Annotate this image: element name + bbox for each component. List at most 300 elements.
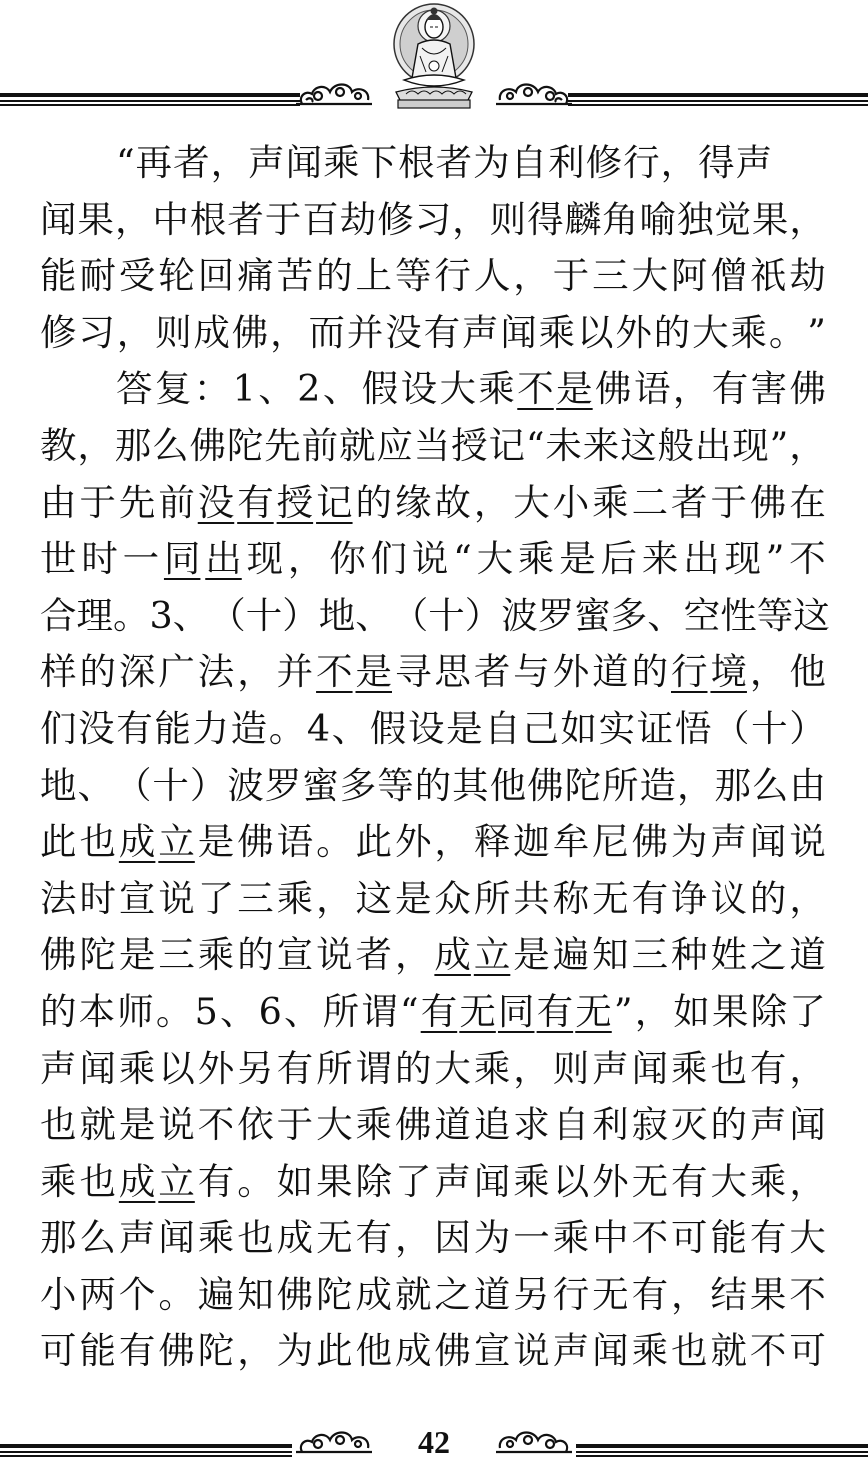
text-char: 之 [434, 1272, 471, 1316]
text-char: 造 [230, 706, 268, 750]
text-char: 乘 [671, 1046, 708, 1090]
text-char: 声 [118, 1216, 156, 1260]
text-char: 小 [40, 1272, 77, 1316]
text-char: 有 [749, 1046, 787, 1090]
text-char: 佛 [158, 1329, 195, 1373]
text-char: 闻 [749, 820, 787, 864]
text-char: 乘 [730, 310, 767, 354]
text-char: 三 [237, 876, 274, 920]
text-char: 就 [79, 1103, 116, 1147]
text-char: 。 [158, 1272, 195, 1316]
text-char: 利 [592, 1103, 629, 1147]
text-char: 实 [598, 706, 636, 750]
page-footer [0, 1418, 868, 1468]
text-char: 佛 [595, 367, 632, 411]
text-char: 寻 [394, 650, 432, 694]
text-char: 大 [513, 480, 550, 524]
text-char: ， [452, 197, 489, 241]
text-char: ” [765, 537, 785, 581]
text-char: 4 [306, 706, 331, 750]
text-char: 有 [237, 480, 274, 524]
text-char: 3 [149, 593, 173, 637]
text-char: 修 [40, 310, 77, 354]
text-char: 、 [647, 593, 684, 637]
text-char: 说 [158, 1103, 195, 1147]
text-char: 谓 [361, 989, 398, 1033]
text-char: 两 [79, 1272, 116, 1316]
text-line [40, 248, 826, 305]
text-char: ） [789, 706, 826, 750]
text-char: 的 [237, 933, 274, 977]
text-char: 外 [615, 310, 652, 354]
text-char: 6 [258, 989, 282, 1033]
text-char: 于 [79, 480, 116, 524]
text-char: 么 [751, 763, 789, 807]
text-char: 轮 [158, 254, 195, 298]
text-char: ， [513, 254, 550, 298]
text-char: 此 [40, 820, 77, 864]
text-char: 没 [385, 310, 422, 354]
footer-rule-left [0, 1444, 292, 1458]
text-char: 般 [657, 423, 695, 467]
text-char: 不 [517, 367, 554, 411]
text-char: 的 [316, 254, 353, 298]
text-char: 成 [118, 1159, 156, 1203]
text-char: 答 [116, 367, 153, 411]
text-char: 、 [172, 593, 210, 637]
text-char: 十 [152, 763, 189, 807]
text-char: 果 [749, 1272, 787, 1316]
text-char: 前 [158, 480, 195, 524]
text-char: 乘 [276, 876, 314, 920]
text-char: 大 [631, 254, 669, 298]
text-char: 是 [355, 650, 392, 694]
text-char: 闻 [789, 1103, 826, 1147]
text-char: 苦 [276, 254, 314, 298]
text-char: 知 [592, 933, 629, 977]
text-char: 成 [394, 1329, 432, 1373]
text-char: 声 [552, 1329, 590, 1373]
text-char: 、 [219, 989, 257, 1033]
text-char: ， [394, 933, 432, 977]
text-char: 可 [671, 1216, 708, 1260]
text-char: 道 [434, 1103, 471, 1147]
text-char: 之 [749, 933, 787, 977]
text-char: 修 [377, 197, 414, 241]
text-char: 假 [361, 367, 399, 411]
text-char: 则 [552, 1046, 590, 1090]
text-char: 声 [710, 820, 747, 864]
text-char: 说 [158, 876, 195, 920]
cloud-scroll-icon [492, 74, 576, 108]
text-char: 出 [205, 537, 242, 581]
text-char: 三 [631, 933, 669, 977]
text-char: 果 [751, 197, 789, 241]
text-char: 大 [434, 1046, 471, 1090]
text-char: 乘 [513, 1159, 550, 1203]
text-char: 佛 [189, 423, 226, 467]
text-char: 佛 [631, 820, 669, 864]
text-char: （ [712, 706, 750, 750]
text-char: 以 [158, 1046, 195, 1090]
text-char: 无 [592, 876, 629, 920]
text-char: “ [525, 423, 545, 467]
text-char: 世 [40, 537, 77, 581]
text-char: 前 [301, 423, 339, 467]
text-char: 乘 [749, 1159, 787, 1203]
text-char: 的 [749, 876, 787, 920]
text-char: 合 [40, 593, 77, 637]
text-char: 成 [355, 1272, 392, 1316]
text-char: 遍 [197, 1272, 235, 1316]
text-char: 波 [501, 593, 538, 637]
text-line [40, 361, 826, 418]
text-char: 二 [631, 480, 669, 524]
text-char: 证 [636, 706, 674, 750]
text-char: 未 [545, 423, 582, 467]
text-char: 成 [276, 1216, 314, 1260]
text-char: 因 [434, 1216, 471, 1260]
text-char: ” [613, 989, 633, 1033]
text-char: 也 [710, 1046, 747, 1090]
text-char: 闻 [592, 1329, 629, 1373]
text-char: 众 [434, 876, 471, 920]
text-char: 十 [245, 593, 283, 637]
text-char: 不 [631, 1216, 669, 1260]
text-line [40, 192, 826, 249]
text-char: 求 [513, 1103, 550, 1147]
text-char: 就 [394, 1272, 432, 1316]
text-char: 不 [789, 1272, 826, 1316]
text-char: 也 [671, 1329, 708, 1373]
text-char: 根 [189, 197, 227, 241]
text-char: 并 [276, 650, 314, 694]
text-char: 有 [420, 989, 458, 1033]
text-char: 阿 [671, 254, 708, 298]
text-char: ） [282, 593, 319, 637]
text-char: 是 [556, 367, 593, 411]
text-char: 行 [434, 254, 471, 298]
text-char: 力 [192, 706, 229, 750]
text-char: 境 [710, 650, 747, 694]
text-char: 佛 [40, 933, 77, 977]
text-char: 不 [197, 1103, 235, 1147]
text-char: 也 [40, 1103, 77, 1147]
text-char: 而 [308, 310, 346, 354]
text-char: 宣 [276, 933, 314, 977]
text-char: 大 [439, 367, 476, 411]
text-char: 并 [346, 310, 384, 354]
text-char: 此 [316, 1329, 353, 1373]
text-char: 祇 [749, 254, 787, 298]
text-char: 的 [631, 650, 669, 694]
text-char: 结 [710, 1272, 747, 1316]
text-char: ） [189, 763, 227, 807]
text-char: 成 [118, 820, 156, 864]
text-char: 等 [377, 763, 414, 807]
text-char: 为 [276, 1329, 314, 1373]
text-line [40, 305, 826, 362]
text-char: 故 [434, 480, 471, 524]
text-char: 设 [400, 367, 438, 411]
text-char: 你 [329, 537, 366, 581]
text-char: ， [672, 367, 710, 411]
text-char: 遍 [552, 933, 590, 977]
text-char: 同 [163, 537, 201, 581]
text-char: 道 [789, 933, 826, 977]
text-line [40, 984, 826, 1041]
text-char: 则 [489, 197, 527, 241]
text-line: “再者，声闻乘下根者为自利修行，得声 [116, 141, 774, 184]
text-char: 由 [789, 763, 826, 807]
text-char: 可 [40, 1329, 77, 1373]
text-char: 佛 [276, 1272, 314, 1316]
text-char: 此 [355, 820, 392, 864]
text-line [40, 1154, 826, 1211]
text-char: 谓 [355, 1046, 392, 1090]
text-char: 有 [355, 1216, 392, 1260]
text-char: ” [769, 423, 789, 467]
text-char: 记 [316, 480, 353, 524]
text-char: ： [193, 367, 231, 411]
text-char: 中 [592, 1216, 629, 1260]
text-char: 追 [473, 1103, 511, 1147]
text-char: ， [749, 650, 787, 694]
text-char: 么 [79, 1216, 116, 1260]
text-char: 称 [552, 876, 590, 920]
text-char: 现 [732, 423, 769, 467]
text-char: 佛 [527, 763, 564, 807]
text-char: 们 [370, 537, 407, 581]
text-char: 么 [152, 423, 189, 467]
text-char: 时 [81, 537, 118, 581]
text-char: 、 [77, 763, 114, 807]
text-char: 多 [610, 593, 648, 637]
text-char: 己 [522, 706, 559, 750]
text-char: 有 [276, 1046, 314, 1090]
text-char: 、 [322, 367, 360, 411]
text-char: 于 [710, 480, 747, 524]
text-char: 所 [473, 876, 511, 920]
text-char: 闻 [79, 1046, 116, 1090]
text-char: 思 [434, 650, 471, 694]
text-line [40, 871, 826, 928]
text-char: 诤 [671, 876, 708, 920]
text-char: “ [453, 537, 472, 581]
text-line [40, 814, 826, 871]
text-line [40, 1097, 826, 1154]
text-char: 如 [673, 989, 710, 1033]
text-char: 等 [756, 593, 794, 637]
text-char: 乘 [355, 1103, 392, 1147]
text-char: 个 [118, 1272, 156, 1316]
text-char: ， [434, 820, 471, 864]
text-char: 说 [411, 537, 449, 581]
text-char: 能 [154, 706, 191, 750]
text-char: 乘 [517, 537, 555, 581]
text-char: ， [789, 1159, 826, 1203]
text-char: 除 [355, 1159, 392, 1203]
text-char: 如 [560, 706, 597, 750]
text-char: 自 [552, 1103, 590, 1147]
text-char: 先 [118, 480, 156, 524]
text-char: 有 [631, 1272, 669, 1316]
text-char: 寂 [631, 1103, 669, 1147]
text-char: 有 [423, 310, 461, 354]
text-char: 成 [434, 933, 471, 977]
text-char: 外 [592, 1159, 629, 1203]
text-char: 三 [592, 254, 629, 298]
text-char: 。 [316, 820, 353, 864]
text-char: 无 [316, 1216, 353, 1260]
text-char: 乘 [197, 933, 235, 977]
text-char: 佛 [789, 367, 826, 411]
text-char: （ [391, 593, 429, 637]
text-char: 是 [446, 706, 483, 750]
text-char: 一 [513, 1216, 550, 1260]
text-char: 闻 [631, 1046, 669, 1090]
text-line [40, 1041, 826, 1098]
header-rule-right [568, 93, 868, 107]
text-char: 也 [237, 1216, 274, 1260]
text-char: 的 [653, 310, 691, 354]
text-char: 那 [114, 423, 152, 467]
text-char: 十 [751, 706, 788, 750]
text-char: 、 [331, 706, 369, 750]
text-char: 了 [789, 989, 826, 1033]
text-char: 乘 [538, 310, 576, 354]
text-char: 大 [710, 1159, 747, 1203]
text-char: 百 [302, 197, 339, 241]
text-char: 语 [633, 367, 671, 411]
text-char: 蜜 [302, 763, 339, 807]
text-char: 大 [692, 310, 729, 354]
text-char: 。 [268, 706, 306, 750]
text-char: 无 [592, 1272, 629, 1316]
text-char: 陀 [564, 763, 602, 807]
text-char: 大 [789, 1216, 826, 1260]
text-char: 。 [768, 310, 806, 354]
text-char: 陀 [316, 1272, 353, 1316]
body-text [40, 135, 830, 1380]
text-char: 无 [459, 989, 496, 1033]
text-char: 回 [197, 254, 235, 298]
text-char: 共 [513, 876, 550, 920]
text-char: 独 [676, 197, 714, 241]
text-char: 行 [671, 650, 708, 694]
text-char: 语 [276, 820, 314, 864]
text-char: 大 [316, 1103, 353, 1147]
text-char: 波 [227, 763, 264, 807]
text-char: 为 [473, 1216, 511, 1260]
text-char: 就 [710, 1329, 747, 1373]
text-line [40, 1323, 826, 1380]
text-char: 自 [484, 706, 521, 750]
text-char: 那 [714, 763, 751, 807]
text-char: 深 [118, 650, 156, 694]
text-char: 尼 [592, 820, 629, 864]
text-char: 缘 [394, 480, 432, 524]
text-char: 有 [118, 1329, 156, 1373]
text-char: 劫 [789, 254, 826, 298]
text-char: 陀 [197, 1329, 235, 1373]
text-char: 广 [158, 650, 195, 694]
text-char: 闻 [473, 1159, 511, 1203]
text-char: 声 [434, 1159, 471, 1203]
text-char: 十 [428, 593, 465, 637]
text-char: 授 [276, 480, 314, 524]
text-char: 另 [513, 1272, 550, 1316]
text-line [40, 1210, 826, 1267]
text-char: 外 [552, 650, 590, 694]
text-char: 的 [79, 650, 116, 694]
text-char: 。 [113, 593, 150, 637]
text-char: 是 [197, 820, 235, 864]
text-char: 者 [355, 933, 392, 977]
text-char: 师 [117, 989, 154, 1033]
text-char: 能 [40, 254, 77, 298]
text-char: 地 [40, 763, 77, 807]
text-char: 蜜 [574, 593, 611, 637]
text-char: 外 [197, 1046, 235, 1090]
text-char: 其 [452, 763, 489, 807]
text-char: 则 [155, 310, 192, 354]
text-char: ， [394, 1216, 432, 1260]
text-char: 牟 [552, 820, 590, 864]
text-char: 地 [318, 593, 356, 637]
text-char: 习 [414, 197, 452, 241]
text-char: 样 [40, 650, 77, 694]
text-char: 由 [40, 480, 77, 524]
text-char: 所 [316, 1046, 353, 1090]
text-char: 声 [461, 310, 499, 354]
text-char: 是 [394, 876, 432, 920]
text-char: 当 [413, 423, 451, 467]
text-char: 在 [789, 480, 826, 524]
text-char: 乘 [631, 1329, 669, 1373]
text-char: 宣 [118, 876, 156, 920]
text-line [40, 701, 826, 758]
text-line [40, 758, 826, 815]
text-char: 乘 [552, 1216, 590, 1260]
text-char: 是 [118, 933, 156, 977]
text-char: ， [634, 989, 672, 1033]
text-char: 的 [414, 763, 452, 807]
text-char: 说 [513, 1329, 550, 1373]
page-header [0, 0, 868, 112]
text-char: 有 [116, 706, 153, 750]
text-char: 有 [671, 1159, 708, 1203]
text-char: 先 [264, 423, 301, 467]
text-char: 2 [297, 367, 321, 411]
text-line [40, 1267, 826, 1324]
text-char: 复 [154, 367, 192, 411]
cloud-scroll-icon [292, 74, 376, 108]
text-char: 、 [258, 367, 295, 411]
text-char: 应 [376, 423, 413, 467]
text-line [40, 927, 826, 984]
text-char: 的 [40, 989, 77, 1033]
text-char: ， [116, 310, 154, 354]
text-char: 。 [155, 989, 193, 1033]
text-char: （ [114, 763, 152, 807]
text-char: ， [114, 197, 152, 241]
text-char: 喻 [639, 197, 676, 241]
text-char: 受 [118, 254, 156, 298]
text-char: 乘 [592, 480, 629, 524]
text-char: 法 [40, 876, 77, 920]
cloud-scroll-icon [492, 1422, 576, 1456]
